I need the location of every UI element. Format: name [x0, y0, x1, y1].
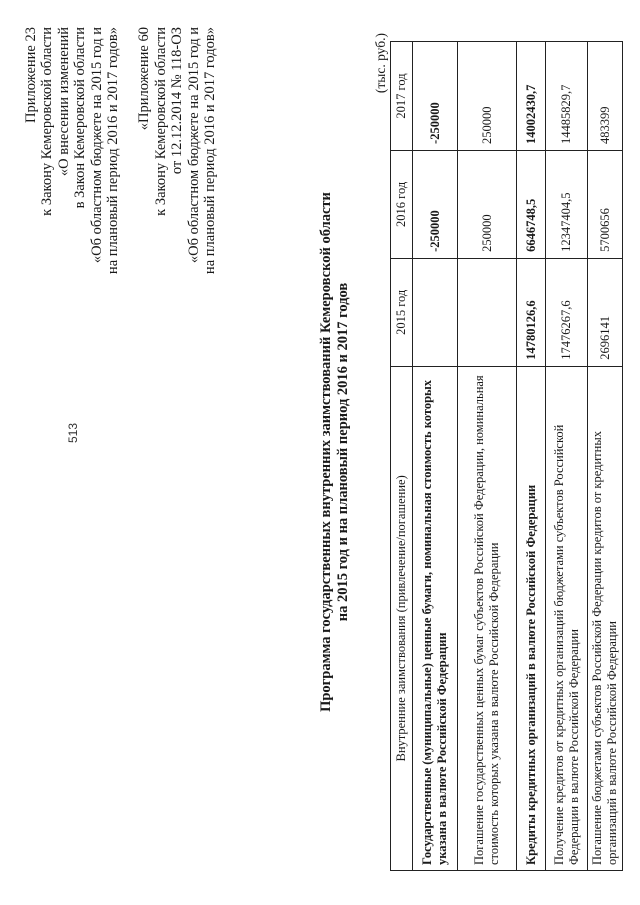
row-name: Кредиты кредитных организаций в валюте Российской Федерации — [517, 366, 546, 870]
value-2016: -250000 — [413, 150, 458, 258]
row-name: Погашение бюджетами субъектов Российской Федерации кредитов от кредитных организаций в валюте Российской Федерации — [588, 366, 623, 870]
unit-label: (тыс. руб.) — [373, 33, 388, 94]
table-row — [458, 42, 517, 871]
document-title — [318, 27, 352, 877]
value-2017: 250000 — [458, 42, 517, 151]
row-name: Погашение государственных ценных бумаг субъектов Российской Федерации, номинальная стоимость которых указана в валюте Российской Федерации — [458, 366, 517, 870]
title-line: Программа государственных внутренних заимствований Кемеровской области — [318, 192, 334, 712]
value-2015: 2696141 — [588, 258, 623, 366]
row-name: Государственные (муниципальные) ценные бумаги, номинальная стоимость которых указана в валюте Российской Федерации — [413, 366, 458, 870]
appendix-original-line: на плановый период 2016 и 2017 годов» — [202, 27, 219, 275]
table-row — [588, 42, 623, 871]
value-2015 — [413, 258, 458, 366]
header-cell: 2016 год — [391, 150, 413, 258]
table-row — [546, 42, 588, 871]
value-2016: 5700656 — [588, 150, 623, 258]
page-number: 513 — [66, 422, 80, 443]
table-row — [517, 42, 546, 871]
value-2017: -250000 — [413, 42, 458, 151]
value-2017: 14485829,7 — [546, 42, 588, 151]
value-2016: 250000 — [458, 150, 517, 258]
value-2015 — [458, 258, 517, 366]
appendix-original-line: «Об областном бюджете на 2015 год и — [185, 27, 202, 264]
appendix-current-line: в Закон Кемеровской области — [72, 27, 89, 209]
header-cell: 2017 год — [391, 42, 413, 151]
rotated-content — [20, 27, 620, 877]
appendix-original-line: к Закону Кемеровской области — [152, 27, 169, 216]
appendix-original-line: от 12.12.2014 № 118-ОЗ — [169, 27, 186, 175]
appendix-spacer — [121, 27, 136, 407]
value-2017: 14002430,7 — [517, 42, 546, 151]
appendix-current-line: «Об областном бюджете на 2015 год и — [88, 27, 105, 264]
value-2016: 12347404,5 — [546, 150, 588, 258]
table-row — [413, 42, 458, 871]
appendix-current-line: Приложение 23 — [23, 27, 39, 123]
value-2015: 14780126,6 — [517, 258, 546, 366]
appendix-block — [23, 27, 218, 407]
appendix-current-line: «О внесении изменений — [55, 27, 72, 177]
header-cell: Внутренние заимствования (привлечение/погашение) — [391, 366, 413, 870]
value-2016: 6646748,5 — [517, 150, 546, 258]
appendix-current-line: на плановый период 2016 и 2017 годов» — [105, 27, 122, 275]
header-cell: 2015 год — [391, 258, 413, 366]
table-header-row — [391, 42, 413, 871]
title-line: на 2015 год и на плановый период 2016 и 2017 годов — [335, 282, 351, 622]
appendix-original-line: «Приложение 60 — [136, 27, 153, 131]
value-2017: 483399 — [588, 42, 623, 151]
value-2015: 17476267,6 — [546, 258, 588, 366]
borrowings-table — [390, 41, 623, 871]
row-name: Получение кредитов от кредитных организаций бюджетами субъектов Российской Федерации в валюте Российской Федерации — [546, 366, 588, 870]
appendix-current-line: к Закону Кемеровской области — [39, 27, 56, 216]
